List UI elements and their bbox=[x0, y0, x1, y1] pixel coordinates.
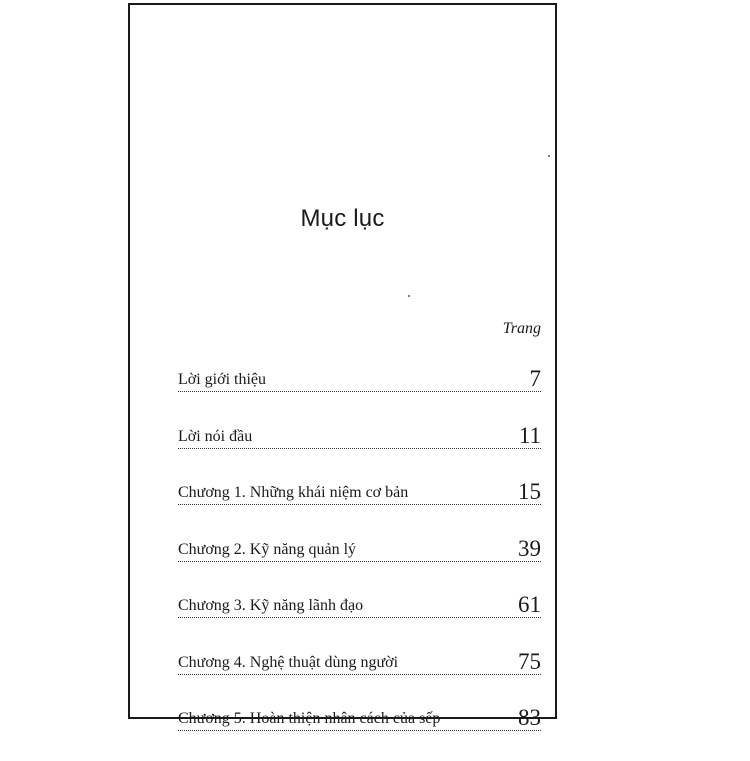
toc-entry-title: Lời giới thiệu bbox=[178, 371, 267, 388]
toc-entry[interactable] bbox=[178, 478, 541, 505]
toc-entry-page: 39 bbox=[518, 535, 541, 561]
toc-entry[interactable] bbox=[178, 535, 541, 562]
toc-entry[interactable] bbox=[178, 704, 541, 731]
toc-entry[interactable] bbox=[178, 365, 541, 392]
toc-entry-title: Chương 3. Kỹ năng lãnh đạo bbox=[178, 597, 364, 614]
toc-entry-page: 11 bbox=[518, 422, 541, 448]
toc-entry[interactable] bbox=[178, 422, 541, 449]
toc-entry-page: 15 bbox=[518, 479, 541, 504]
toc-entry-page: 75 bbox=[518, 648, 541, 674]
toc-heading: Mục lục bbox=[300, 205, 385, 232]
toc-entry-page: 7 bbox=[529, 366, 541, 391]
toc-entry-title: Chương 1. Những khái niệm cơ bản bbox=[178, 484, 409, 501]
paper-speck bbox=[408, 295, 410, 297]
toc-entry[interactable] bbox=[178, 591, 541, 618]
toc-entry-title: Chương 4. Nghệ thuật dùng người bbox=[178, 653, 399, 671]
table-of-contents bbox=[178, 365, 541, 761]
toc-entry[interactable] bbox=[178, 648, 541, 675]
toc-entry-title: Chương 5. Hoàn thiện nhân cách của sếp bbox=[178, 710, 441, 727]
toc-entry-page: 61 bbox=[518, 592, 541, 617]
toc-entry-title: Lời nói đầu bbox=[178, 427, 253, 445]
toc-entry-title: Chương 2. Kỹ năng quản lý bbox=[178, 540, 357, 558]
page-column-header: Trang bbox=[502, 320, 541, 337]
book-page bbox=[128, 3, 557, 730]
toc-entry-page: 83 bbox=[518, 705, 541, 730]
paper-speck bbox=[548, 155, 550, 157]
